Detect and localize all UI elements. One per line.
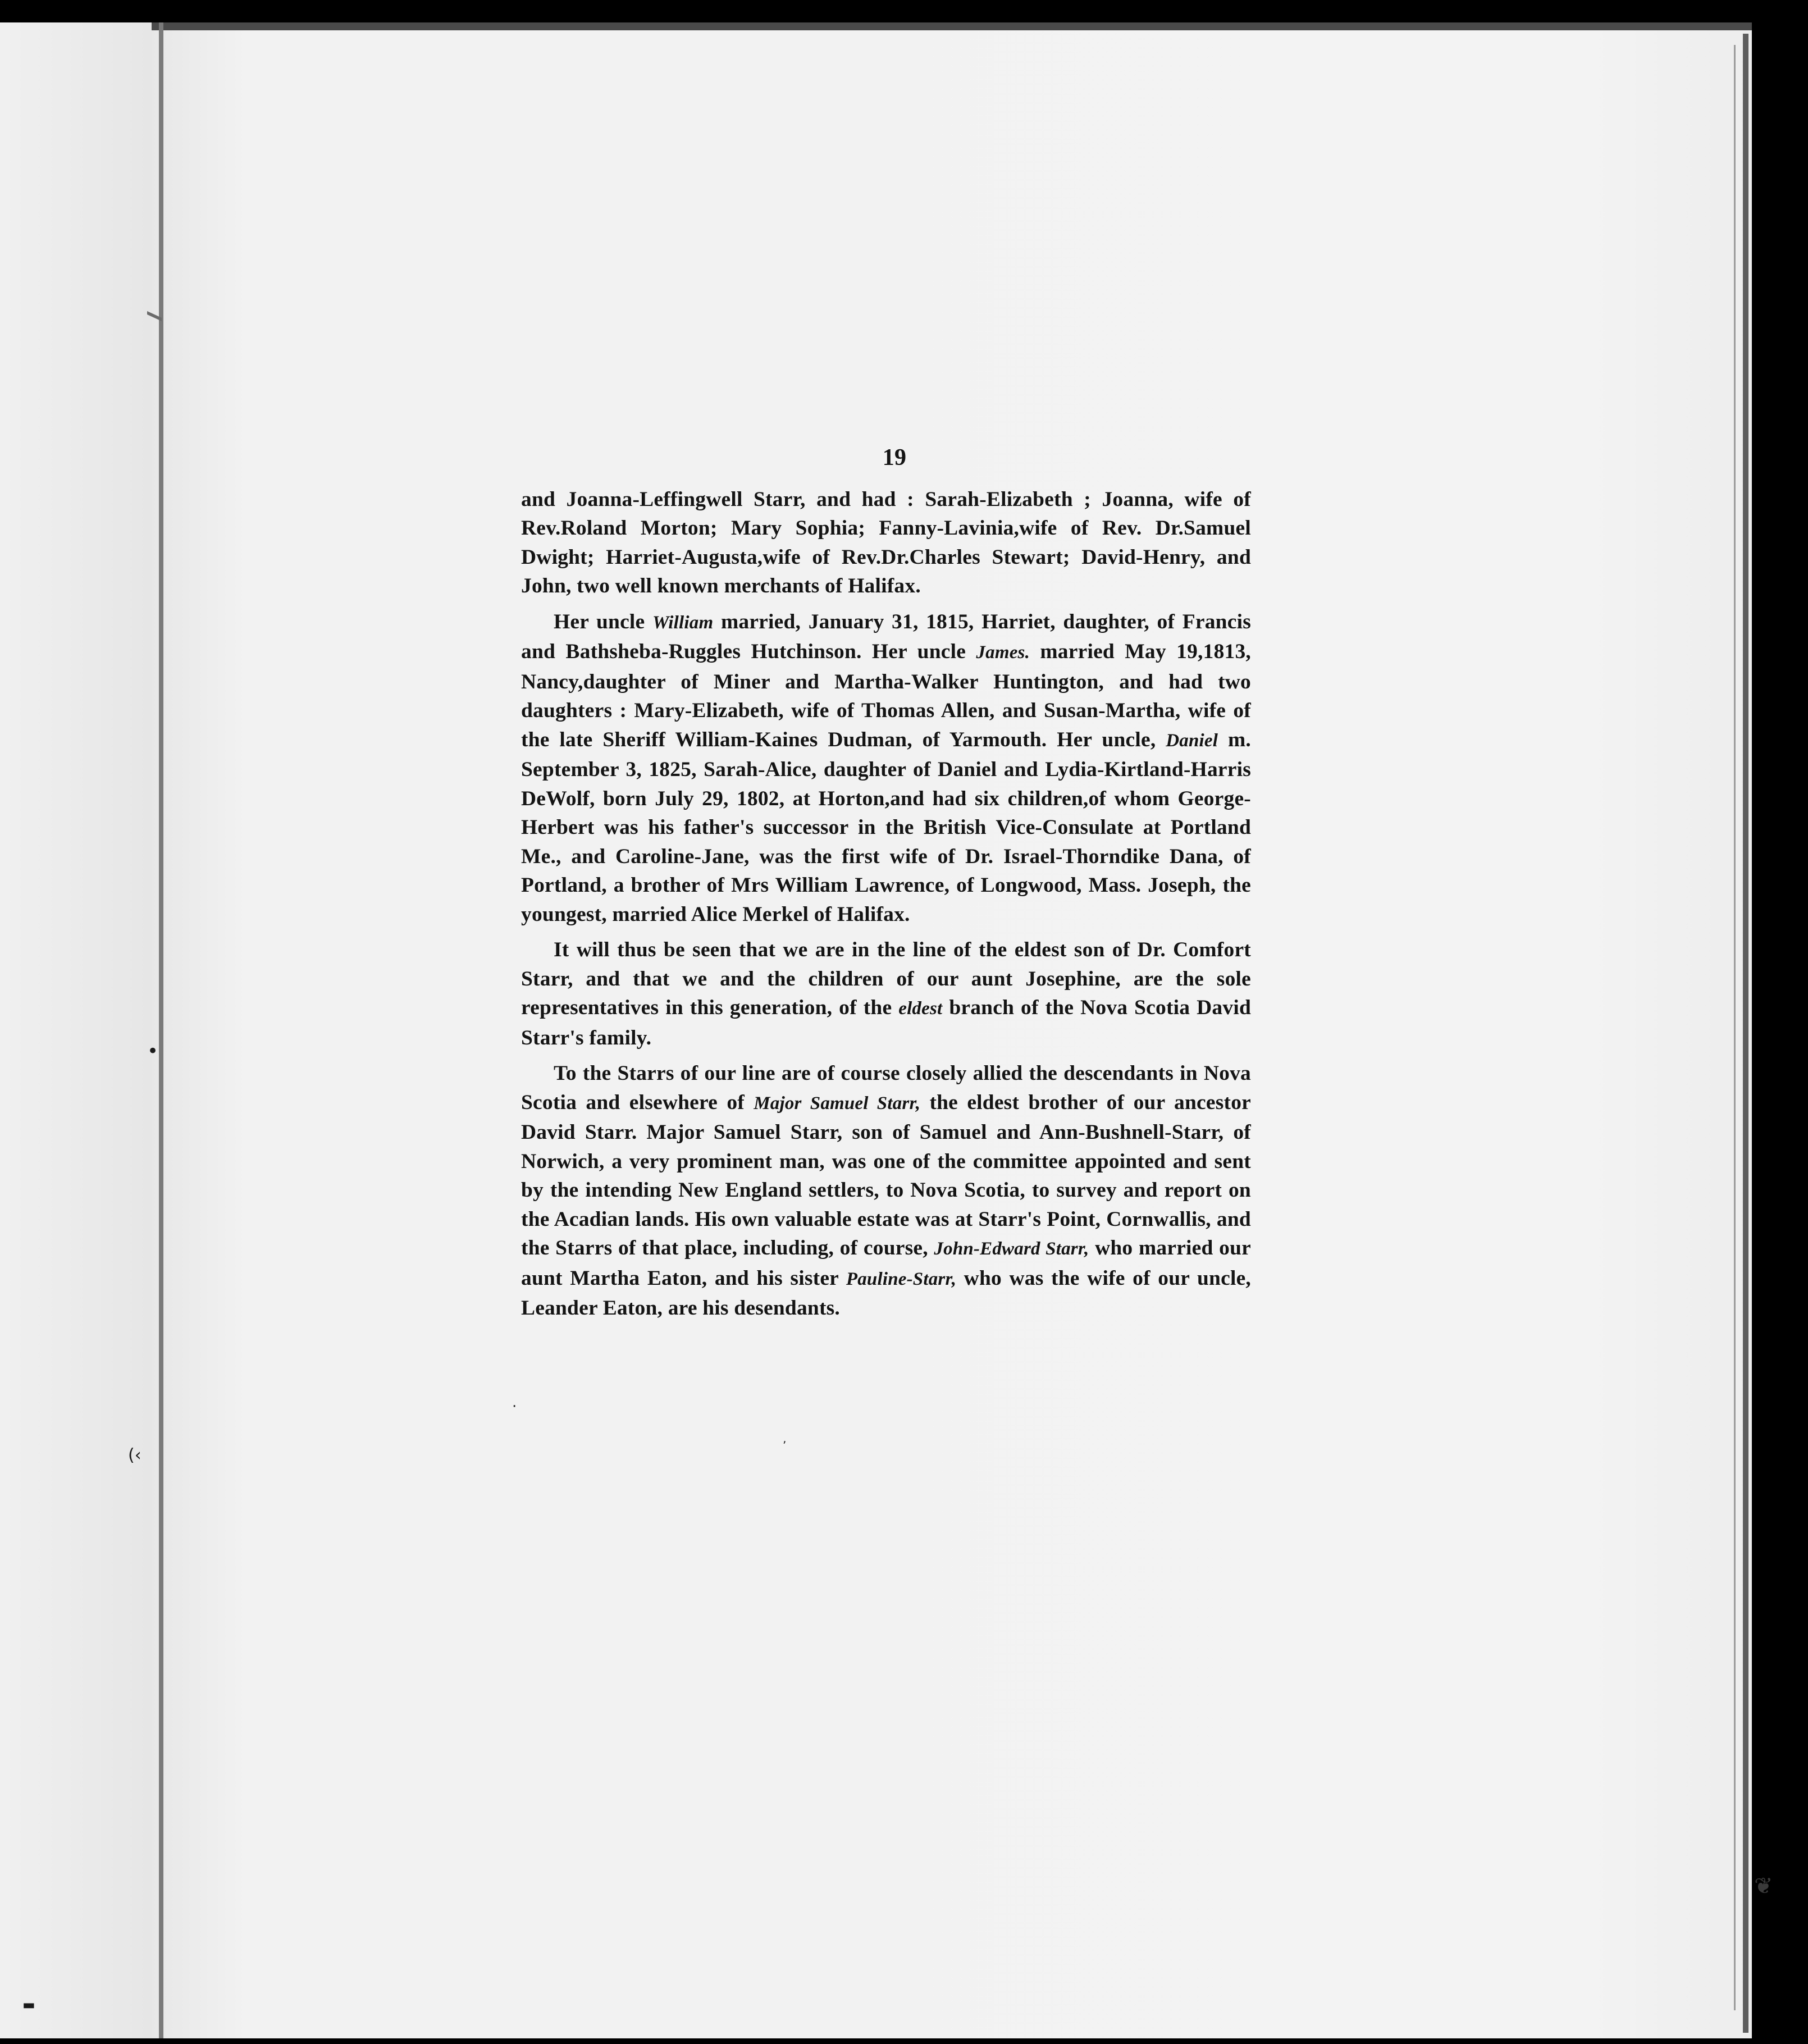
paragraph [521,936,1251,1052]
italic-name-text: eldest [898,998,943,1019]
page-number: 19 [882,445,907,471]
page-top-edge [152,22,1752,30]
italic-name-text: Pauline-Starr, [846,1269,957,1289]
italic-name-text: Major Samuel Starr, [754,1093,921,1114]
body-text: who married our aunt Martha Eaton, and his sister [521,1237,1251,1290]
italic-name-text: Daniel [1166,730,1218,751]
body-text: the eldest brother of our ancestor David Starr. Major Samuel Starr, son of Samuel and Ann-Bushnell-Starr, of Norwich, a very prominent man, was one of the committee appointed and sent by the intending New England settlers, to Nova Scotia, to survey and report on the Acadian lands. His own valuable estate was at Starr's Point, Cornwallis, and the Starrs of that place, including, of course, [521,1091,1252,1260]
binding-smudge-mark: (‹ [128,1445,141,1465]
body-text: It will thus be seen that we are in the line of the eldest son of Dr. Comfort Starr, and that we and the children of our aunt Josephine, are the sole representatives in this generation, of the [521,938,1251,1019]
body-text: and Joanna-Leffingwell Starr, and had : Sarah-Elizabeth ; Joanna, wife of Rev.Roland Morton; Mary Sophia; Fanny-Lavinia,wife of Rev. Dr.Samuel Dwight; Harriet-Augusta,wife of Rev.Dr.Charles Stewart; David-Henry, and John, two well known merchants of Halifax. [521,487,1251,597]
paragraph [521,1059,1251,1323]
margin-dot: · [512,1398,517,1415]
page-right-edge [1743,34,1748,2033]
ink-speck: ʼ [783,1439,787,1452]
facing-page-margin [0,22,152,2038]
page-right-inner-edge [1734,45,1736,2010]
paragraph [521,608,1251,929]
italic-name-text: William [652,612,714,633]
body-text: married May 19,1813, Nancy,daughter of Miner and Martha-Walker Huntington, and had two daughters : Mary-Elizabeth, wife of Thomas Allen, and Susan-Martha, wife of the late Sheriff William-Kaines Dudman, of Yarmouth. Her uncle, [521,640,1251,751]
body-text: who was the wife of our uncle, Leander Eaton, are his desendants. [521,1266,1251,1320]
paragraphs-container [521,485,1251,1323]
paragraph [521,485,1251,601]
body-text: To the Starrs of our line are of course closely allied the descendants in Nova Scotia and elsewhere of [521,1062,1251,1114]
body-text: m. September 3, 1825, Sarah-Alice, daughter of Daniel and Lydia-Kirtland-Harris DeWolf, born July 29, 1802, at Horton,and had six children,of whom George-Herbert was his father's successor in the British Vice-Consulate at Portland Me., and Caroline-Jane, was the first wife of Dr. Israel-Thorndike Dana, of Portland, a brother of Mrs William Lawrence, of Longwood, Mass. Joseph, the youngest, married Alice Merkel of Halifax. [521,728,1251,926]
italic-name-text: James. [976,642,1030,663]
page-text [521,444,1251,1330]
body-text: branch of the Nova Scotia David Starr's family. [521,996,1252,1050]
binding-hole-mark: • [147,1040,159,1062]
italic-name-text: John-Edward Starr, [934,1239,1089,1259]
corner-speck: ▬ [22,1997,35,2013]
body-text: Her uncle [554,610,652,633]
edge-stain-mark: ❦ [1754,1873,1773,1899]
body-text: married, January 31, 1815, Harriet, daughter, of Francis and Bathsheba-Ruggles Hutchinson. Her uncle [521,610,1251,663]
